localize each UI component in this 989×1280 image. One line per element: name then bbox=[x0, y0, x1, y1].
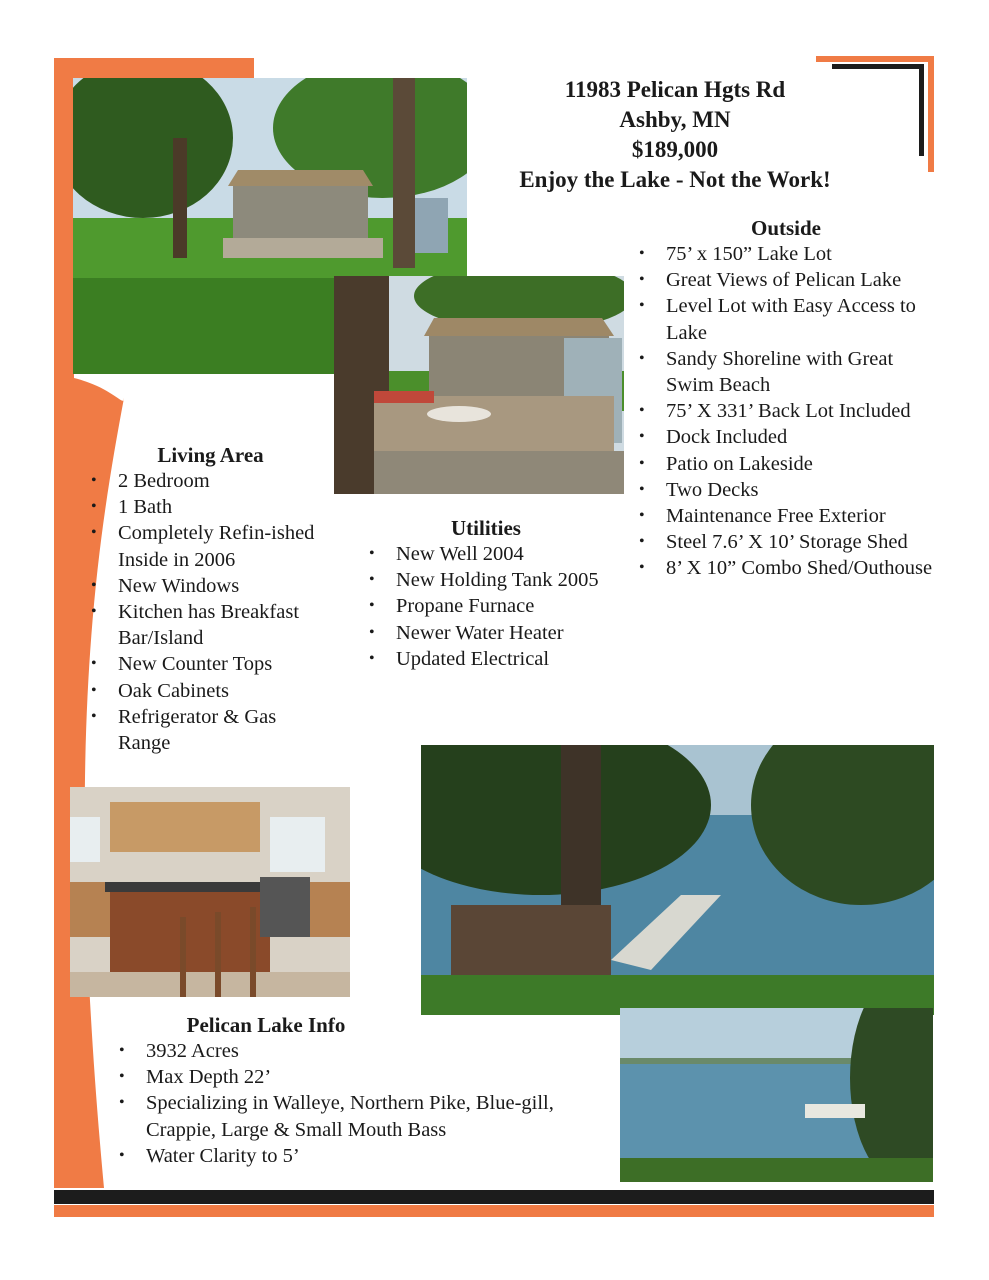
lake-info-list bbox=[116, 1038, 596, 1169]
list-item: • Newer Water Heater bbox=[366, 620, 611, 646]
list-item: • New Holding Tank 2005 bbox=[366, 567, 611, 593]
list-item: • 3932 Acres bbox=[116, 1038, 596, 1064]
list-item: • Propane Furnace bbox=[366, 593, 611, 619]
list-item: • 75’ x 150” Lake Lot bbox=[636, 241, 936, 267]
listing-price: $189,000 bbox=[631, 137, 719, 162]
top-right-orange-bracket-side bbox=[928, 56, 934, 172]
living-area-list bbox=[88, 468, 333, 756]
list-item: • 75’ X 331’ Back Lot Included bbox=[636, 398, 936, 424]
top-right-dark-bracket-side bbox=[919, 64, 924, 156]
kitchen-photo bbox=[70, 787, 350, 997]
list-item: • 1 Bath bbox=[88, 494, 333, 520]
patio-deck-photo bbox=[334, 276, 624, 494]
list-item: • Updated Electrical bbox=[366, 646, 611, 672]
list-item: • Dock Included bbox=[636, 424, 936, 450]
list-item: • Great Views of Pelican Lake bbox=[636, 267, 936, 293]
top-right-dark-bracket bbox=[832, 64, 924, 69]
lake-info-heading: Pelican Lake Info bbox=[186, 1013, 346, 1037]
living-area-heading: Living Area bbox=[157, 443, 264, 467]
lake-boat-photo bbox=[620, 1008, 933, 1182]
list-item: • Specializing in Walleye, Northern Pike, Blue-gill, Crappie, Large & Small Mouth Bass bbox=[116, 1090, 596, 1142]
list-item: • Steel 7.6’ X 10’ Storage Shed bbox=[636, 529, 936, 555]
utilities-heading: Utilities bbox=[451, 516, 521, 540]
utilities-section bbox=[366, 515, 611, 672]
list-item: • New Counter Tops bbox=[88, 651, 333, 677]
address-line-1: 11983 Pelican Hgts Rd bbox=[564, 77, 786, 102]
list-item: • Completely Refin-ished Inside in 2006 bbox=[88, 520, 333, 572]
bottom-dark-bar bbox=[54, 1190, 934, 1204]
list-item: • New Well 2004 bbox=[366, 541, 611, 567]
outside-heading: Outside bbox=[750, 216, 821, 240]
list-item: • New Windows bbox=[88, 573, 333, 599]
outside-list bbox=[636, 241, 936, 582]
list-item: • Sandy Shoreline with Great Swim Beach bbox=[636, 346, 936, 398]
address-line-2: Ashby, MN bbox=[619, 107, 731, 132]
list-item: • Patio on Lakeside bbox=[636, 451, 936, 477]
utilities-list bbox=[366, 541, 611, 672]
list-item: • Max Depth 22’ bbox=[116, 1064, 596, 1090]
list-item: • 2 Bedroom bbox=[88, 468, 333, 494]
list-item: • Refrigerator & Gas Range bbox=[88, 704, 333, 756]
list-item: • Kitchen has Breakfast Bar/Island bbox=[88, 599, 333, 651]
lake-dock-photo bbox=[421, 745, 934, 1015]
list-item: • Oak Cabinets bbox=[88, 678, 333, 704]
listing-header bbox=[470, 75, 880, 195]
list-item: • Two Decks bbox=[636, 477, 936, 503]
list-item: • 8’ X 10” Combo Shed/Outhouse bbox=[636, 555, 936, 581]
outside-section bbox=[636, 215, 936, 582]
bottom-orange-bar bbox=[54, 1205, 934, 1217]
top-right-orange-bracket bbox=[816, 56, 934, 62]
list-item: • Water Clarity to 5’ bbox=[116, 1143, 596, 1169]
tagline: Enjoy the Lake - Not the Work! bbox=[519, 167, 831, 192]
living-area-section bbox=[88, 442, 333, 756]
list-item: • Maintenance Free Exterior bbox=[636, 503, 936, 529]
lake-info-section bbox=[116, 1012, 596, 1169]
list-item: • Level Lot with Easy Access to Lake bbox=[636, 293, 936, 345]
